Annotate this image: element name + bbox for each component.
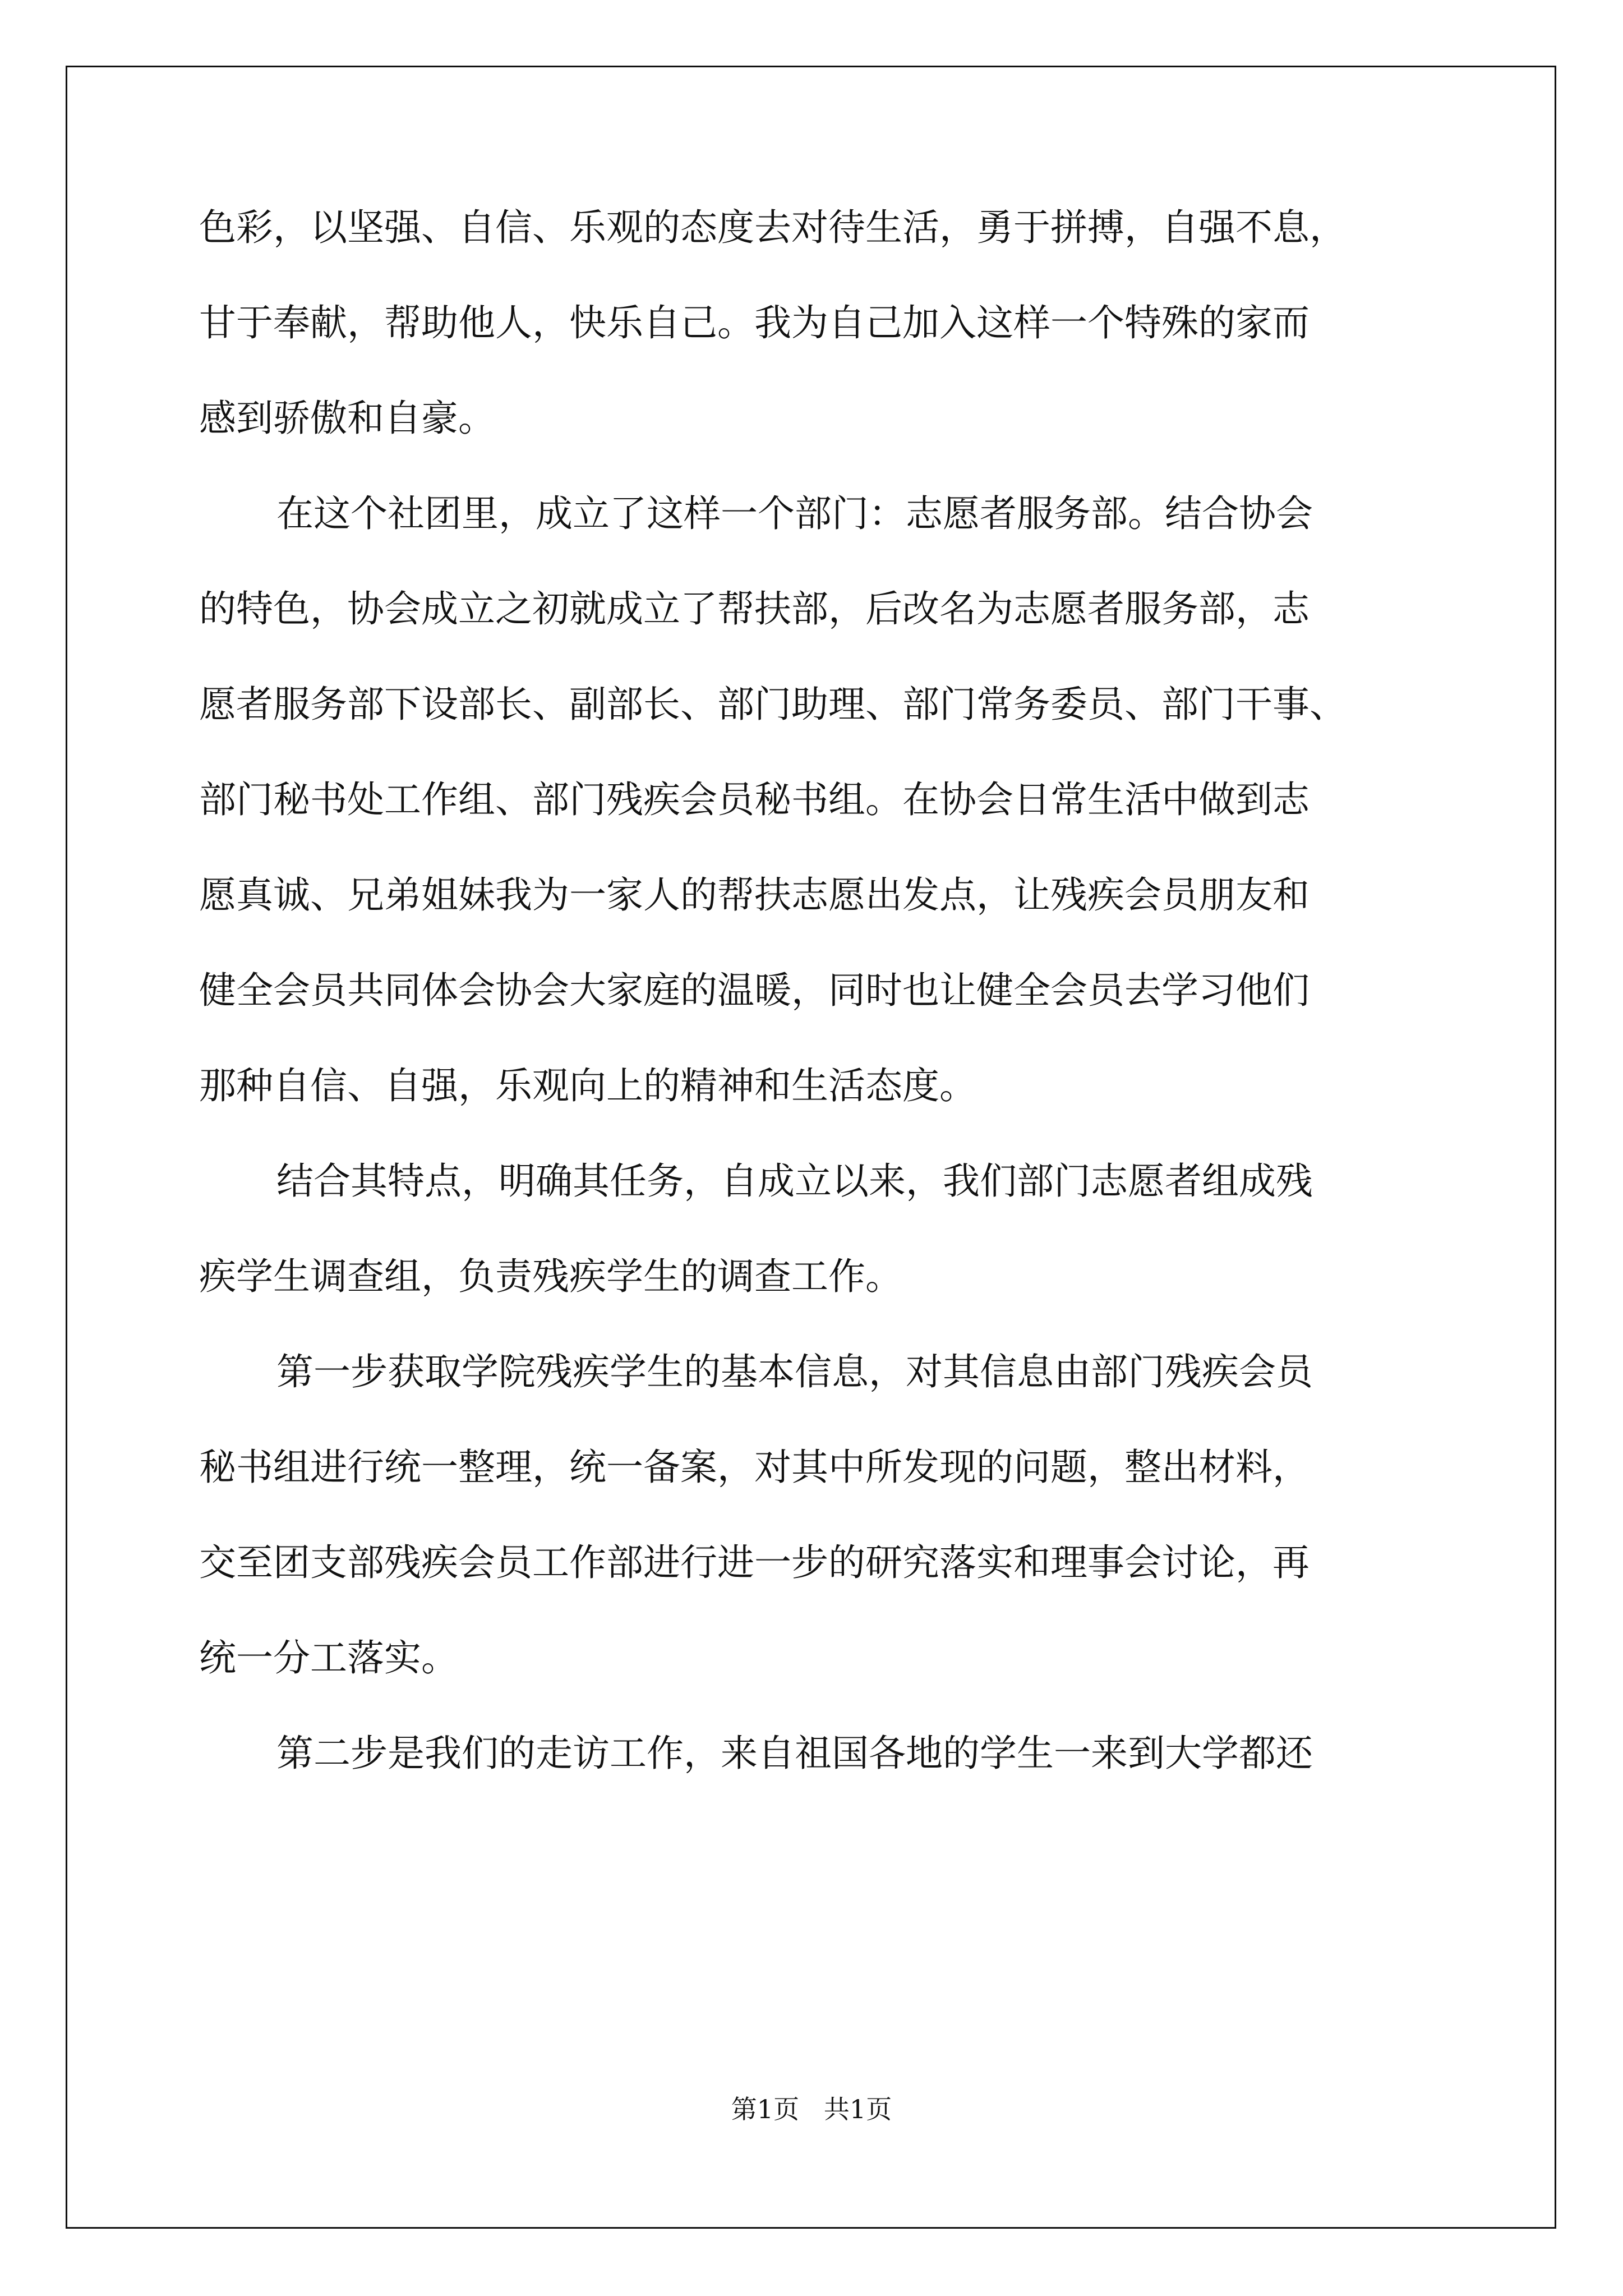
text-line: 愿真诚、兄弟姐妹我为一家人的帮扶志愿出发点，让残疾会员朋友和 (199, 873, 1310, 917)
text-line: 健全会员共同体会协会大家庭的温暖，同时也让健全会员去学习他们 (199, 969, 1310, 1012)
text-line: 统一分工落实。 (199, 1636, 458, 1680)
text-line: 甘于奉献，帮助他人，快乐自己。我为自己加入这样一个特殊的家而 (199, 301, 1310, 344)
text-line: 秘书组进行统一整理，统一备案，对其中所发现的问题，整出材料， (199, 1446, 1310, 1489)
text-line: 交至团支部残疾会员工作部进行进一步的研究落实和理事会讨论，再 (199, 1541, 1310, 1584)
text-line: 的特色，协会成立之初就成立了帮扶部，后改名为志愿者服务部，志 (199, 587, 1310, 631)
text-line: 部门秘书处工作组、部门残疾会员秘书组。在协会日常生活中做到志 (199, 778, 1310, 821)
page-number-footer: 第1页 共1页 (731, 2094, 892, 2124)
text-line: 色彩，以坚强、自信、乐观的态度去对待生活，勇于拼搏，自强不息， (199, 206, 1347, 249)
text-line: 愿者服务部下设部长、副部长、部门助理、部门常务委员、部门干事、 (199, 683, 1347, 726)
paragraph-first-line: 第一步获取学院残疾学生的基本信息，对其信息由部门残疾会员 (276, 1350, 1313, 1393)
paragraph-first-line: 结合其特点，明确其任务，自成立以来，我们部门志愿者组成残 (276, 1159, 1313, 1203)
text-line: 疾学生调查组，负责残疾学生的调查工作。 (199, 1255, 902, 1298)
page-border (66, 66, 1556, 2229)
paragraph-first-line: 在这个社团里，成立了这样一个部门：志愿者服务部。结合协会 (276, 492, 1313, 535)
paragraph-first-line: 第二步是我们的走访工作，来自祖国各地的学生一来到大学都还 (276, 1732, 1313, 1775)
text-line: 那种自信、自强，乐观向上的精神和生活态度。 (199, 1064, 976, 1107)
text-line: 感到骄傲和自豪。 (199, 397, 495, 440)
